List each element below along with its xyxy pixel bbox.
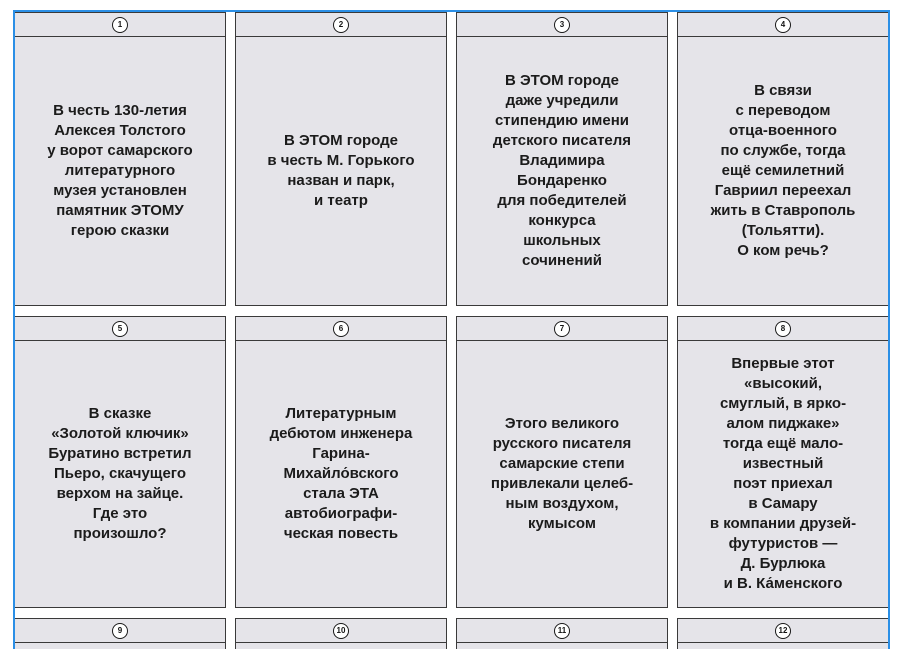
quiz-card-3 bbox=[456, 12, 668, 306]
card-question-text: В честь 130-летия Алексея Толстого у ворот самарского литературного музея установлен памятник ЭТОМУ герою сказки bbox=[47, 102, 193, 239]
card-number-badge: 9 bbox=[112, 623, 128, 639]
card-header bbox=[678, 13, 888, 37]
quiz-card-10 bbox=[235, 618, 447, 649]
card-header bbox=[236, 13, 446, 37]
card-header bbox=[236, 317, 446, 341]
quiz-card-5 bbox=[14, 316, 226, 608]
card-number-badge: 8 bbox=[775, 321, 791, 337]
card-number-badge: 11 bbox=[554, 623, 570, 639]
quiz-card-12 bbox=[677, 618, 889, 649]
quiz-card-2 bbox=[235, 12, 447, 306]
card-number-badge: 1 bbox=[112, 17, 128, 33]
card-question-text bbox=[244, 643, 438, 649]
card-header bbox=[15, 317, 225, 341]
quiz-card-8 bbox=[677, 316, 889, 608]
card-header bbox=[678, 619, 888, 643]
card-question-text: В ЭТОМ городе даже учредили стипендию имени детского писателя Владимира Бондаренко для победителей конкурса школьных сочинений bbox=[492, 72, 632, 269]
card-question-text bbox=[23, 643, 217, 649]
card-header bbox=[457, 317, 667, 341]
card-header bbox=[457, 619, 667, 643]
quiz-card-1 bbox=[14, 12, 226, 306]
quiz-card-11 bbox=[456, 618, 668, 649]
card-header bbox=[236, 619, 446, 643]
card-header bbox=[678, 317, 888, 341]
card-question-text: В связи с переводом отца-военного по службе, тогда ещё семилетний Гавриил переехал жить в Ставрополь (Тольятти). О ком речь? bbox=[710, 82, 856, 259]
quiz-card-4 bbox=[677, 12, 889, 306]
card-number-badge: 6 bbox=[333, 321, 349, 337]
quiz-card-9 bbox=[14, 618, 226, 649]
quiz-card-6 bbox=[235, 316, 447, 608]
selection-frame-top bbox=[13, 10, 890, 12]
card-number-badge: 7 bbox=[554, 321, 570, 337]
card-number-badge: 10 bbox=[333, 623, 349, 639]
card-number-badge: 2 bbox=[333, 17, 349, 33]
card-number-badge: 12 bbox=[775, 623, 791, 639]
card-question-text bbox=[465, 643, 659, 649]
selection-frame-left bbox=[13, 10, 15, 649]
card-number-badge: 3 bbox=[554, 17, 570, 33]
card-question-text: Впервые этот «высокий, смуглый, в ярко- алом пиджаке» тогда ещё мало- известный поэт приехал в Самару в компании друзей- футуристов — Д. Бурлюка и В. Ка́менского bbox=[709, 355, 857, 592]
card-header bbox=[457, 13, 667, 37]
selection-frame-right bbox=[888, 10, 890, 649]
card-question-text bbox=[686, 643, 880, 649]
card-question-text: Этого великого русского писателя самарские степи привлекали целеб- ным воздухом, кумысом bbox=[490, 415, 634, 532]
card-header bbox=[15, 619, 225, 643]
card-header bbox=[15, 13, 225, 37]
card-question-text: Литературным дебютом инженера Гарина- Михайло́вского стала ЭТА автобиографи- ческая повесть bbox=[269, 405, 413, 542]
card-question-text: В ЭТОМ городе в честь М. Горького назван и парк, и театр bbox=[267, 132, 415, 209]
card-number-badge: 5 bbox=[112, 321, 128, 337]
card-question-text: В сказке «Золотой ключик» Буратино встретил Пьеро, скачущего верхом на зайце. Где это произошло? bbox=[48, 405, 192, 542]
card-number-badge: 4 bbox=[775, 17, 791, 33]
quiz-card-7 bbox=[456, 316, 668, 608]
